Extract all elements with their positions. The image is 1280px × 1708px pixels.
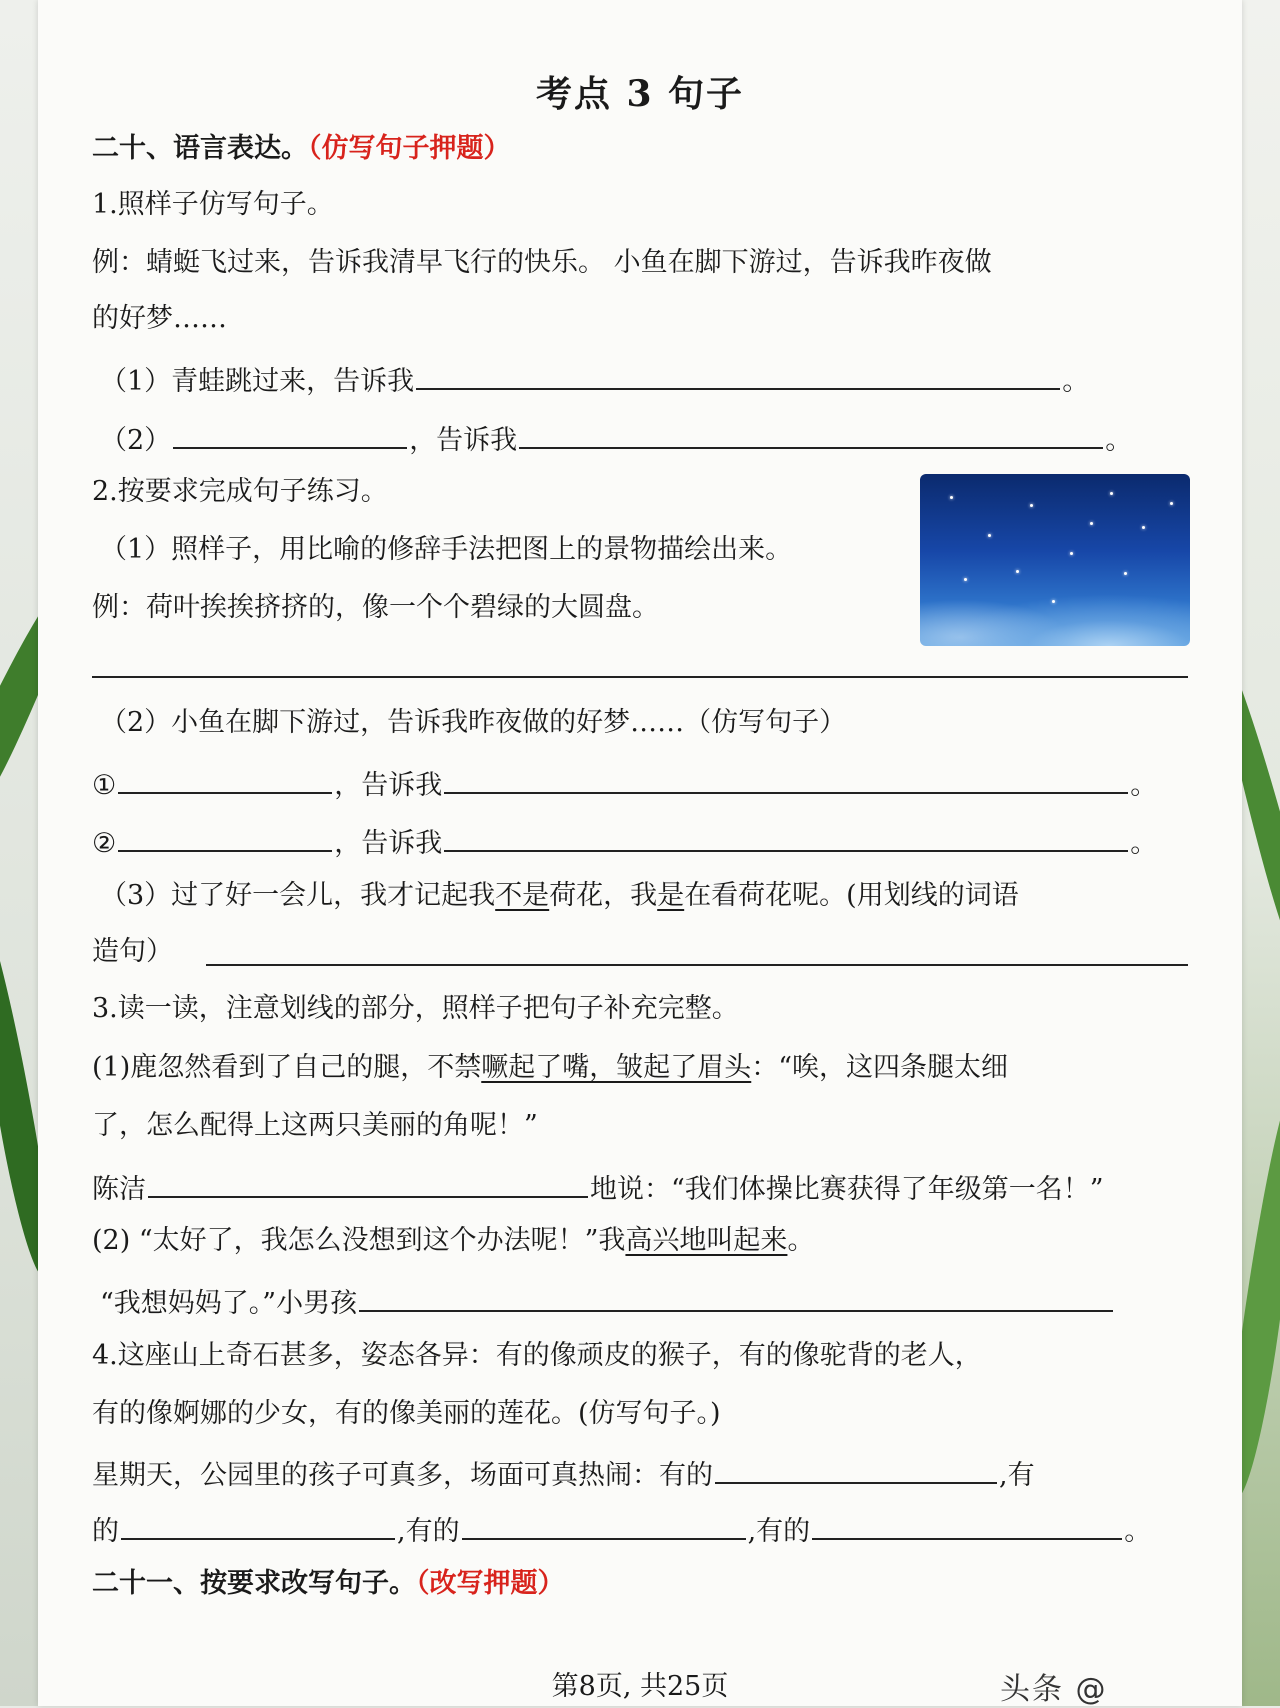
q3-p1-fill bbox=[92, 1166, 1104, 1208]
text: 。 bbox=[787, 1225, 815, 1256]
night-sky-image bbox=[920, 474, 1190, 646]
answer-blank[interactable] bbox=[715, 1452, 997, 1484]
q3-prompt: 3.读一读，注意划线的部分，照样子把句子补充完整。 bbox=[92, 993, 739, 1024]
star-icon bbox=[988, 534, 991, 537]
page-number: 第8页, 共25页 bbox=[551, 1671, 729, 1702]
q2-sub1: （1）照样子，用比喻的修辞手法把图上的景物描绘出来。 bbox=[100, 534, 793, 565]
q2-sub2-item-2 bbox=[92, 820, 1157, 862]
answer-blank[interactable] bbox=[462, 1508, 746, 1540]
q2-sub2-item-1 bbox=[92, 762, 1157, 804]
answer-blank[interactable] bbox=[359, 1280, 1113, 1312]
answer-blank[interactable] bbox=[173, 417, 407, 449]
section-heading-text: 二十一、按要求改写句子。 bbox=[92, 1568, 416, 1599]
q2-sub2: （2）小鱼在脚下游过，告诉我昨夜做的好梦……（仿写句子） bbox=[100, 707, 847, 738]
star-icon bbox=[1124, 572, 1127, 575]
item-mid: ，告诉我 bbox=[334, 770, 443, 801]
text: (2) “太好了，我怎么没想到这个办法呢！”我 bbox=[92, 1225, 626, 1256]
section-21-heading bbox=[92, 1566, 565, 1602]
watermark-logo: 头条 @ bbox=[1000, 1672, 1108, 1707]
answer-blank[interactable] bbox=[444, 820, 1128, 852]
star-icon bbox=[1110, 492, 1113, 495]
q1-item-1 bbox=[100, 358, 1089, 400]
text: ,有的 bbox=[397, 1516, 460, 1547]
q2-sub3-cont: 造句） bbox=[92, 936, 173, 967]
text: ,有 bbox=[999, 1460, 1035, 1491]
star-icon bbox=[964, 578, 967, 581]
text: 在看荷花呢。(用划线的词语 bbox=[684, 880, 1019, 911]
underlined-phrase: 噘起了嘴，皱起了眉头 bbox=[481, 1052, 752, 1083]
item-end: 。 bbox=[1130, 828, 1158, 859]
q4-line-4 bbox=[92, 1508, 1151, 1550]
item-mid: ，告诉我 bbox=[409, 425, 518, 456]
q4-line-1: 4.这座山上奇石甚多，姿态各异：有的像顽皮的猴子，有的像驼背的老人， bbox=[92, 1340, 982, 1371]
answer-blank[interactable] bbox=[416, 358, 1060, 390]
text: ,有的 bbox=[747, 1516, 811, 1547]
text: 的 bbox=[92, 1516, 119, 1547]
q3-p1-cont: 了，怎么配得上这两只美丽的角呢！” bbox=[92, 1110, 538, 1141]
text: “我想妈妈了。”小男孩 bbox=[100, 1288, 358, 1319]
q4-line-3 bbox=[92, 1452, 1035, 1494]
answer-line[interactable] bbox=[92, 676, 1188, 678]
answer-line[interactable] bbox=[206, 964, 1188, 966]
star-icon bbox=[1052, 600, 1055, 603]
q3-p1 bbox=[92, 1050, 1008, 1086]
star-icon bbox=[1170, 502, 1173, 505]
item-end: 。 bbox=[1062, 366, 1090, 397]
q4-line-2: 有的像婀娜的少女，有的像美丽的莲花。(仿写句子。) bbox=[92, 1398, 721, 1429]
answer-blank[interactable] bbox=[118, 762, 332, 794]
text: (1)鹿忽然看到了自己的腿，不禁 bbox=[92, 1052, 482, 1083]
item-end: 。 bbox=[1130, 770, 1158, 801]
answer-blank[interactable] bbox=[444, 762, 1128, 794]
answer-blank[interactable] bbox=[519, 417, 1103, 449]
answer-blank[interactable] bbox=[148, 1166, 588, 1198]
q2-sub1-example: 例：荷叶挨挨挤挤的，像一个个碧绿的大圆盘。 bbox=[92, 592, 659, 623]
q3-p2 bbox=[92, 1223, 814, 1259]
underlined-word: 不是 bbox=[495, 880, 550, 911]
q1-example: 例：蜻蜓飞过来，告诉我清早飞行的快乐。 小鱼在脚下游过，告诉我昨夜做 bbox=[92, 247, 992, 278]
text: 星期天，公园里的孩子可真多，场面可真热闹：有的 bbox=[92, 1460, 713, 1491]
item-text: （1）青蛙跳过来，告诉我 bbox=[100, 366, 415, 397]
answer-blank[interactable] bbox=[812, 1508, 1122, 1540]
star-icon bbox=[1030, 504, 1033, 507]
q2-sub3 bbox=[100, 878, 1019, 914]
star-icon bbox=[1016, 570, 1019, 573]
page-title: 考点 3 句子 bbox=[535, 73, 745, 115]
background-plant-left bbox=[0, 0, 42, 1706]
circled-number: ② bbox=[92, 828, 117, 859]
text: 陈洁 bbox=[92, 1174, 146, 1205]
section-tag: （仿写句子押题） bbox=[308, 133, 511, 164]
text: 荷花，我 bbox=[549, 880, 658, 911]
item-mid: ，告诉我 bbox=[334, 828, 443, 859]
q3-p2-fill bbox=[100, 1280, 1115, 1322]
answer-blank[interactable] bbox=[121, 1508, 395, 1540]
underlined-phrase: 高兴地叫起来 bbox=[625, 1225, 788, 1256]
text: （3）过了好一会儿，我才记起我 bbox=[100, 880, 496, 911]
item-text: （2） bbox=[100, 425, 172, 456]
circled-number: ① bbox=[92, 770, 117, 801]
text: 地说：“我们体操比赛获得了年级第一名！” bbox=[590, 1174, 1104, 1205]
star-icon bbox=[1142, 526, 1145, 529]
section-heading-text: 二十、语言表达。 bbox=[92, 133, 308, 164]
star-icon bbox=[950, 496, 953, 499]
underlined-word: 是 bbox=[657, 880, 685, 911]
q1-example-cont: 的好梦…… bbox=[92, 303, 227, 334]
item-end: 。 bbox=[1105, 425, 1133, 456]
q2-prompt: 2.按要求完成句子练习。 bbox=[92, 476, 388, 507]
background-plant-right bbox=[1240, 0, 1280, 1706]
q1-item-2 bbox=[100, 417, 1132, 459]
text: ：“唉，这四条腿太细 bbox=[751, 1052, 1009, 1083]
star-icon bbox=[1070, 552, 1073, 555]
answer-blank[interactable] bbox=[118, 820, 332, 852]
star-icon bbox=[1090, 522, 1093, 525]
text: 。 bbox=[1124, 1516, 1152, 1547]
q1-prompt: 1.照样子仿写句子。 bbox=[92, 189, 334, 220]
section-20-heading bbox=[92, 131, 511, 167]
section-tag: （改写押题） bbox=[416, 1568, 565, 1599]
